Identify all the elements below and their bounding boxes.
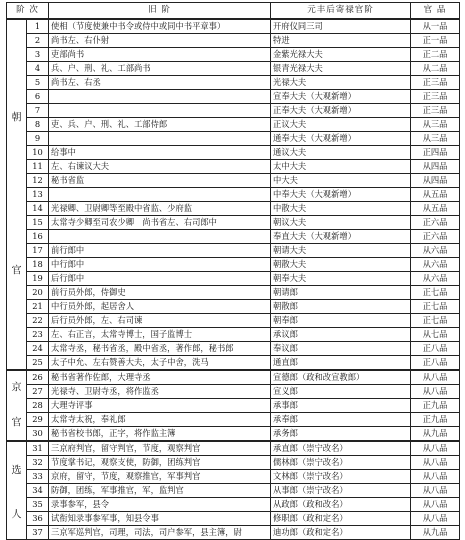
new-rank-cell: 宣奉大夫（大观新增） (271, 90, 411, 104)
old-rank-cell (49, 104, 271, 118)
rank-number: 4 (27, 62, 49, 76)
rank-number: 14 (27, 202, 49, 216)
table-row (7, 286, 460, 300)
new-rank-cell: 中散大夫 (271, 202, 411, 216)
category-cell (7, 19, 27, 370)
new-rank-cell: 中大夫 (271, 174, 411, 188)
table-row (7, 90, 460, 104)
header-new-rank: 元丰后寄禄官阶 (271, 3, 411, 20)
old-rank-cell: 节度掌书记，观察支使，防御，团练判官 (49, 456, 271, 470)
table-row (7, 314, 460, 328)
grade-cell: 从三品 (411, 132, 460, 146)
category-cell (7, 370, 27, 441)
new-rank-cell: 通直郎 (271, 356, 411, 371)
grade-cell: 从二品 (411, 62, 460, 76)
new-rank-cell: 光禄大夫 (271, 76, 411, 90)
rank-number: 17 (27, 244, 49, 258)
table-row (7, 484, 460, 498)
grade-cell: 正九品 (411, 413, 460, 427)
rank-number: 16 (27, 230, 49, 244)
grade-cell: 从一品 (411, 19, 460, 34)
old-rank-cell: 中行员外郎，起居舍人 (49, 300, 271, 314)
new-rank-cell: 承务郎 (271, 427, 411, 442)
rank-number: 23 (27, 328, 49, 342)
rank-number: 33 (27, 470, 49, 484)
table-row (7, 146, 460, 160)
rank-number: 37 (27, 526, 49, 540)
category-label: 官 (11, 265, 22, 277)
rank-number: 8 (27, 118, 49, 132)
old-rank-cell: 秘书省监 (49, 174, 271, 188)
table-row (7, 34, 460, 48)
new-rank-cell: 文林郎（崇宁改名） (271, 470, 411, 484)
old-rank-cell: 大理寺评事 (49, 399, 271, 413)
grade-cell: 正六品 (411, 216, 460, 230)
new-rank-cell: 修职郎（政和定名） (271, 512, 411, 526)
new-rank-cell: 太中大夫 (271, 160, 411, 174)
rank-number: 31 (27, 441, 49, 456)
new-rank-cell: 银青光禄大夫 (271, 62, 411, 76)
rank-number: 15 (27, 216, 49, 230)
table-row (7, 385, 460, 399)
grade-cell: 正九品 (411, 399, 460, 413)
rank-number: 32 (27, 456, 49, 470)
new-rank-cell: 承议郎 (271, 328, 411, 342)
table-row (7, 413, 460, 427)
rank-number: 30 (27, 427, 49, 442)
table-row (7, 202, 460, 216)
grade-cell: 从八品 (411, 498, 460, 512)
grade-cell: 正二品 (411, 48, 460, 62)
header-grade: 官 品 (411, 3, 460, 20)
grade-cell: 从六品 (411, 244, 460, 258)
old-rank-cell (49, 230, 271, 244)
grade-cell: 从六品 (411, 272, 460, 286)
new-rank-cell: 朝请大夫 (271, 244, 411, 258)
new-rank-cell: 奉直大夫（大观新增） (271, 230, 411, 244)
grade-cell: 正六品 (411, 230, 460, 244)
category-label: 京 (11, 382, 22, 394)
old-rank-cell: 秘书省著作佐郎，大理寺丞 (49, 370, 271, 385)
table-row (7, 526, 460, 540)
rank-number: 19 (27, 272, 49, 286)
new-rank-cell: 通奉大夫（大观新增） (271, 132, 411, 146)
new-rank-cell: 儒林郎（崇宁改名） (271, 456, 411, 470)
old-rank-cell: 太常寺少卿至司农少卿 尚书省左、右司郎中 (49, 216, 271, 230)
table-row (7, 104, 460, 118)
old-rank-cell: 给事中 (49, 146, 271, 160)
grade-cell: 正七品 (411, 300, 460, 314)
table-row (7, 441, 460, 456)
new-rank-cell: 朝奉郎 (271, 314, 411, 328)
table-row (7, 512, 460, 526)
rank-number: 9 (27, 132, 49, 146)
rank-number: 20 (27, 286, 49, 300)
old-rank-cell: 吏、兵、户、刑、礼、工部侍郎 (49, 118, 271, 132)
new-rank-cell: 正议大夫 (271, 118, 411, 132)
new-rank-cell: 承奉郎 (271, 413, 411, 427)
new-rank-cell: 宣义郎 (271, 385, 411, 399)
rank-number: 29 (27, 413, 49, 427)
grade-cell: 正七品 (411, 286, 460, 300)
new-rank-cell: 迪功郎（政和定名） (271, 526, 411, 540)
rank-number: 6 (27, 90, 49, 104)
old-rank-cell: 前行员外郎，侍御史 (49, 286, 271, 300)
table-row (7, 399, 460, 413)
new-rank-cell: 承直郎（崇宁改名） (271, 441, 411, 456)
grade-cell: 正三品 (411, 90, 460, 104)
rank-number: 21 (27, 300, 49, 314)
table-row (7, 62, 460, 76)
new-rank-cell: 承事郎 (271, 399, 411, 413)
old-rank-cell: 三京府判官，留守判官，节度，观察判官 (49, 441, 271, 456)
rank-number: 1 (27, 19, 49, 34)
grade-cell: 从八品 (411, 441, 460, 456)
table-row (7, 160, 460, 174)
grade-cell: 正八品 (411, 356, 460, 371)
old-rank-cell: 左、右正言，太常寺博士，国子监博士 (49, 328, 271, 342)
rank-number: 28 (27, 399, 49, 413)
rank-number: 26 (27, 370, 49, 385)
category-label: 选 (11, 465, 22, 477)
old-rank-cell: 光禄卿、卫尉卿等至殿中省监、少府监 (49, 202, 271, 216)
table-row (7, 76, 460, 90)
old-rank-cell: 前行郎中 (49, 244, 271, 258)
table-row (7, 216, 460, 230)
old-rank-cell: 录事参军，县令 (49, 498, 271, 512)
table-header-row (7, 3, 460, 20)
old-rank-cell: 三京军巡判官，司理，司法，司户参军，县主簿，尉 (49, 526, 271, 540)
table-row (7, 174, 460, 188)
table-row (7, 342, 460, 356)
old-rank-cell: 尚书左、右仆射 (49, 34, 271, 48)
table-row (7, 244, 460, 258)
header-category: 阶 次 (7, 3, 49, 20)
grade-cell: 从八品 (411, 470, 460, 484)
old-rank-cell: 尚书左、右丞 (49, 76, 271, 90)
grade-cell: 正八品 (411, 342, 460, 356)
rank-number: 25 (27, 356, 49, 371)
old-rank-cell (49, 188, 271, 202)
new-rank-cell: 中奉大夫（大观新增） (271, 188, 411, 202)
old-rank-cell: 中行郎中 (49, 258, 271, 272)
grade-cell: 正三品 (411, 76, 460, 90)
old-rank-cell (49, 132, 271, 146)
category-label: 官 (11, 417, 22, 429)
old-rank-cell: 光禄寺、卫尉寺丞，将作监丞 (49, 385, 271, 399)
rank-number: 3 (27, 48, 49, 62)
grade-cell: 从八品 (411, 484, 460, 498)
rank-number: 22 (27, 314, 49, 328)
rank-number: 35 (27, 498, 49, 512)
rank-number: 10 (27, 146, 49, 160)
grade-cell: 从九品 (411, 427, 460, 442)
official-rank-table (6, 2, 460, 540)
old-rank-cell: 试衔知录事参军事，知县令事 (49, 512, 271, 526)
table-row (7, 498, 460, 512)
table-row (7, 19, 460, 34)
table-row (7, 230, 460, 244)
table-row (7, 258, 460, 272)
new-rank-cell: 奉议郎 (271, 342, 411, 356)
new-rank-cell: 正奉大夫（大观新增） (271, 104, 411, 118)
grade-cell: 正一品 (411, 34, 460, 48)
table-row (7, 328, 460, 342)
grade-cell: 从四品 (411, 160, 460, 174)
grade-cell: 从八品 (411, 385, 460, 399)
old-rank-cell: 吏部尚书 (49, 48, 271, 62)
table-row (7, 188, 460, 202)
table-row (7, 272, 460, 286)
header-old-rank: 旧 阶 (49, 3, 271, 20)
new-rank-cell: 朝请郎 (271, 286, 411, 300)
old-rank-cell: 兵、户、刑、礼、工部尚书 (49, 62, 271, 76)
old-rank-cell: 太子中允、左右赞善大夫，太子中舍，洗马 (49, 356, 271, 371)
rank-number: 24 (27, 342, 49, 356)
old-rank-cell: 京府，留守，节度，观察推官，军事判官 (49, 470, 271, 484)
old-rank-cell: 后行郎中 (49, 272, 271, 286)
grade-cell: 从八品 (411, 456, 460, 470)
table-row (7, 48, 460, 62)
category-cell (7, 441, 27, 540)
table-row (7, 118, 460, 132)
rank-number: 27 (27, 385, 49, 399)
rank-number: 7 (27, 104, 49, 118)
rank-number: 34 (27, 484, 49, 498)
grade-cell: 正三品 (411, 104, 460, 118)
grade-cell: 从八品 (411, 370, 460, 385)
old-rank-cell (49, 90, 271, 104)
rank-number: 2 (27, 34, 49, 48)
old-rank-cell: 秘书省校书郎，正字，将作监主簿 (49, 427, 271, 442)
table-row (7, 370, 460, 385)
grade-cell: 正四品 (411, 146, 460, 160)
table-row (7, 427, 460, 442)
old-rank-cell: 左、右谏议大夫 (49, 160, 271, 174)
grade-cell: 从三品 (411, 118, 460, 132)
new-rank-cell: 从政郎（政和改名） (271, 498, 411, 512)
grade-cell: 从五品 (411, 188, 460, 202)
grade-cell: 从五品 (411, 202, 460, 216)
table-row (7, 300, 460, 314)
table-row (7, 356, 460, 371)
old-rank-cell: 防御，团练，军事推官，军，监判官 (49, 484, 271, 498)
grade-cell: 从八品 (411, 512, 460, 526)
old-rank-cell: 后行员外郎，左、右司谏 (49, 314, 271, 328)
rank-number: 12 (27, 174, 49, 188)
new-rank-cell: 朝议大夫 (271, 216, 411, 230)
grade-cell: 从四品 (411, 174, 460, 188)
new-rank-cell: 从事郎（崇宁改名） (271, 484, 411, 498)
old-rank-cell: 太常寺丞，秘书省丞，殿中省丞，著作郎，秘书郎 (49, 342, 271, 356)
new-rank-cell: 朝散郎 (271, 300, 411, 314)
new-rank-cell: 宣德郎（政和改宣教郎） (271, 370, 411, 385)
grade-cell: 从九品 (411, 526, 460, 540)
rank-number: 11 (27, 160, 49, 174)
table-row (7, 132, 460, 146)
new-rank-cell: 开府仪同三司 (271, 19, 411, 34)
old-rank-cell: 使相（节度使兼中书令或侍中或同中书平章事） (49, 19, 271, 34)
rank-number: 18 (27, 258, 49, 272)
rank-number: 36 (27, 512, 49, 526)
new-rank-cell: 朝奉大夫 (271, 272, 411, 286)
new-rank-cell: 特进 (271, 34, 411, 48)
table-row (7, 470, 460, 484)
category-label: 朝 (11, 112, 22, 124)
new-rank-cell: 朝散大夫 (271, 258, 411, 272)
table-body (7, 19, 460, 540)
grade-cell: 从七品 (411, 328, 460, 342)
old-rank-cell: 太常寺太祝，奉礼郎 (49, 413, 271, 427)
grade-cell: 从六品 (411, 258, 460, 272)
table-row (7, 456, 460, 470)
rank-number: 5 (27, 76, 49, 90)
category-label: 人 (11, 509, 22, 521)
rank-number: 13 (27, 188, 49, 202)
new-rank-cell: 通议大夫 (271, 146, 411, 160)
new-rank-cell: 金紫光禄大夫 (271, 48, 411, 62)
grade-cell: 正七品 (411, 314, 460, 328)
